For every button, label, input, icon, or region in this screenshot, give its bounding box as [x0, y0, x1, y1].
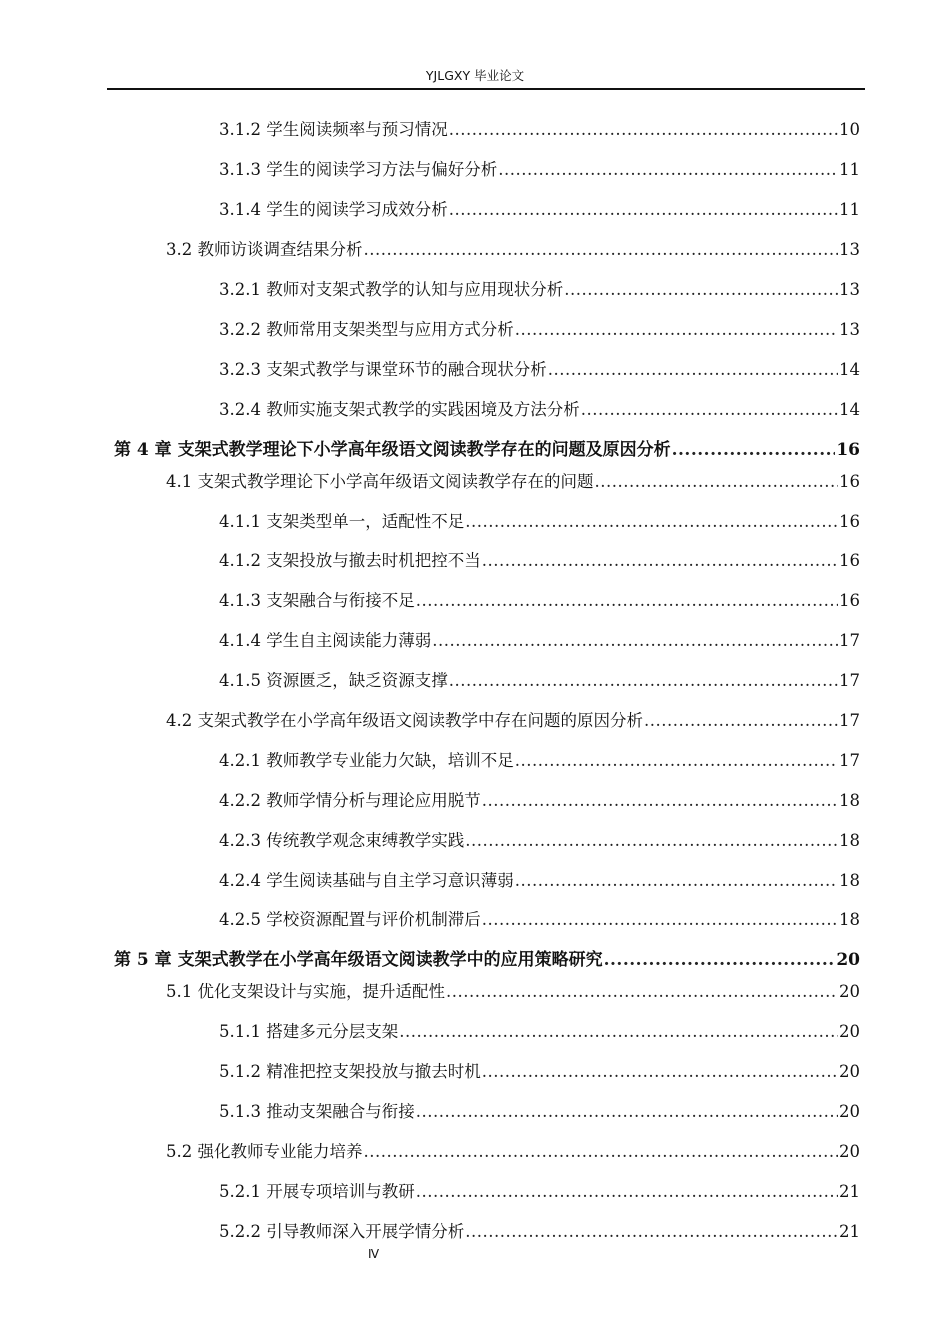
toc-entry[interactable] — [219, 198, 860, 222]
toc-entry-page: 20 — [836, 950, 860, 970]
toc-entry-page: 11 — [839, 200, 860, 219]
toc-entry[interactable] — [219, 749, 860, 773]
toc-dot-leader — [465, 510, 838, 534]
toc-entry-page: 17 — [839, 671, 860, 690]
toc-dot-leader — [498, 158, 838, 182]
toc-dot-leader — [364, 1140, 839, 1164]
toc-entry-title: 3.2.2 教师常用支架类型与应用方式分析 — [219, 320, 514, 339]
toc-entry-page: 16 — [839, 551, 860, 570]
toc-entry[interactable] — [219, 629, 860, 653]
toc-entry-title: 5.1.1 搭建多元分层支架 — [219, 1022, 399, 1041]
toc-entry-page: 10 — [839, 120, 860, 139]
toc-entry-title: 第 4 章 支架式教学理论下小学高年级语文阅读教学存在的问题及原因分析 — [114, 440, 671, 460]
toc-dot-leader — [416, 1100, 838, 1124]
toc-entry[interactable] — [219, 1020, 860, 1044]
toc-entry-title: 4.1.3 支架融合与衔接不足 — [219, 591, 415, 610]
toc-entry[interactable] — [219, 1100, 860, 1124]
toc-dot-leader — [416, 1180, 838, 1204]
toc-entry-page: 20 — [839, 1022, 860, 1041]
toc-dot-leader — [449, 198, 838, 222]
toc-entry-page: 21 — [839, 1182, 860, 1201]
toc-entry-page: 16 — [839, 591, 860, 610]
toc-entry[interactable] — [166, 709, 860, 733]
toc-dot-leader — [515, 749, 838, 773]
toc-entry-page: 18 — [839, 831, 860, 850]
toc-entry-title: 5.2 强化教师专业能力培养 — [166, 1142, 363, 1161]
toc-entry-title: 5.2.2 引导教师深入开展学情分析 — [219, 1222, 465, 1241]
toc-entry[interactable] — [166, 238, 860, 262]
toc-dot-leader — [564, 278, 838, 302]
toc-entry-title: 第 5 章 支架式教学在小学高年级语文阅读教学中的应用策略研究 — [114, 950, 603, 970]
toc-entry-page: 14 — [839, 400, 860, 419]
toc-entry[interactable] — [219, 669, 860, 693]
toc-entry[interactable] — [219, 318, 860, 342]
toc-entry-title: 5.1.2 精准把控支架投放与撤去时机 — [219, 1062, 481, 1081]
toc-entry-title: 3.1.4 学生的阅读学习成效分析 — [219, 200, 448, 219]
toc-entry[interactable] — [219, 158, 860, 182]
toc-dot-leader — [449, 118, 838, 142]
toc-entry[interactable] — [166, 470, 860, 494]
toc-dot-leader — [604, 948, 836, 972]
toc-dot-leader — [595, 470, 839, 494]
toc-dot-leader — [482, 1060, 838, 1084]
toc-entry[interactable] — [219, 1180, 860, 1204]
toc-dot-leader — [364, 238, 839, 262]
toc-entry[interactable] — [166, 980, 860, 1004]
toc-entry-title: 4.2.3 传统教学观念束缚教学实践 — [219, 831, 465, 850]
toc-entry-page: 18 — [839, 871, 860, 890]
toc-entry-title: 4.1.4 学生自主阅读能力薄弱 — [219, 631, 432, 650]
page-header: YJLGXY 毕业论文 — [425, 68, 525, 83]
toc-entry-title: 5.2.1 开展专项培训与教研 — [219, 1182, 415, 1201]
toc-entry[interactable] — [114, 438, 860, 462]
toc-entry-page: 17 — [839, 751, 860, 770]
toc-entry-title: 3.1.2 学生阅读频率与预习情况 — [219, 120, 448, 139]
toc-entry-page: 21 — [839, 1222, 860, 1241]
toc-entry-page: 13 — [839, 320, 860, 339]
toc-entry-title: 5.1 优化支架设计与实施，提升适配性 — [166, 982, 445, 1001]
toc-entry-page: 11 — [839, 160, 860, 179]
toc-entry-page: 18 — [839, 791, 860, 810]
toc-entry-page: 13 — [839, 280, 860, 299]
toc-dot-leader — [482, 908, 838, 932]
toc-dot-leader — [581, 398, 838, 422]
toc-dot-leader — [432, 629, 838, 653]
toc-entry-title: 3.1.3 学生的阅读学习方法与偏好分析 — [219, 160, 498, 179]
toc-entry[interactable] — [219, 869, 860, 893]
toc-dot-leader — [446, 980, 838, 1004]
toc-entry-title: 4.1.1 支架类型单一，适配性不足 — [219, 512, 465, 531]
toc-entry-title: 4.2.4 学生阅读基础与自主学习意识薄弱 — [219, 871, 514, 890]
toc-entry[interactable] — [219, 789, 860, 813]
toc-entry[interactable] — [166, 1140, 860, 1164]
toc-entry-title: 3.2.4 教师实施支架式教学的实践困境及方法分析 — [219, 400, 580, 419]
toc-entry[interactable] — [219, 908, 860, 932]
toc-dot-leader — [515, 318, 838, 342]
toc-dot-leader — [482, 789, 838, 813]
toc-entry-page: 17 — [839, 711, 860, 730]
toc-dot-leader — [465, 829, 838, 853]
toc-entry-page: 20 — [839, 1062, 860, 1081]
toc-entry-title: 4.1.5 资源匮乏，缺乏资源支撑 — [219, 671, 448, 690]
toc-entry-page: 16 — [839, 512, 860, 531]
toc-dot-leader — [515, 869, 838, 893]
toc-entry-title: 3.2 教师访谈调查结果分析 — [166, 240, 363, 259]
toc-dot-leader — [465, 1220, 838, 1244]
toc-entry-page: 20 — [839, 1102, 860, 1121]
toc-entry-page: 18 — [839, 910, 860, 929]
toc-dot-leader — [482, 549, 838, 573]
toc-entry[interactable] — [219, 118, 860, 142]
toc-dot-leader — [644, 709, 838, 733]
toc-dot-leader — [449, 669, 838, 693]
toc-entry[interactable] — [219, 398, 860, 422]
toc-dot-leader — [672, 438, 836, 462]
toc-entry-title: 4.2 支架式教学在小学高年级语文阅读教学中存在问题的原因分析 — [166, 711, 643, 730]
toc-entry[interactable] — [219, 829, 860, 853]
toc-entry-page: 20 — [839, 982, 860, 1001]
toc-entry-title: 3.2.1 教师对支架式教学的认知与应用现状分析 — [219, 280, 564, 299]
toc-entry-title: 3.2.3 支架式教学与课堂环节的融合现状分析 — [219, 360, 547, 379]
toc-entry[interactable] — [219, 589, 860, 613]
toc-dot-leader — [399, 1020, 838, 1044]
toc-entry-title: 4.2.5 学校资源配置与评价机制滞后 — [219, 910, 481, 929]
toc-entry-page: 13 — [839, 240, 860, 259]
toc-entry-page: 16 — [836, 440, 860, 460]
toc-entry-page: 14 — [839, 360, 860, 379]
toc-entry-page: 17 — [839, 631, 860, 650]
toc-entry-title: 5.1.3 推动支架融合与衔接 — [219, 1102, 415, 1121]
toc-entry-title: 4.1 支架式教学理论下小学高年级语文阅读教学存在的问题 — [166, 472, 594, 491]
toc-entry-title: 4.2.1 教师教学专业能力欠缺，培训不足 — [219, 751, 514, 770]
toc-entry[interactable] — [219, 1220, 860, 1244]
toc-entry[interactable] — [219, 358, 860, 382]
page-number: Ⅳ — [368, 1247, 380, 1261]
toc-dot-leader — [416, 589, 838, 613]
toc-entry-title: 4.2.2 教师学情分析与理论应用脱节 — [219, 791, 481, 810]
toc-dot-leader — [548, 358, 838, 382]
toc-entry[interactable] — [114, 948, 860, 972]
toc-entry-title: 4.1.2 支架投放与撤去时机把控不当 — [219, 551, 481, 570]
toc-entry[interactable] — [219, 549, 860, 573]
toc-entry[interactable] — [219, 1060, 860, 1084]
toc-entry[interactable] — [219, 510, 860, 534]
toc-entry-page: 20 — [839, 1142, 860, 1161]
toc-entry[interactable] — [219, 278, 860, 302]
toc-entry-page: 16 — [839, 472, 860, 491]
